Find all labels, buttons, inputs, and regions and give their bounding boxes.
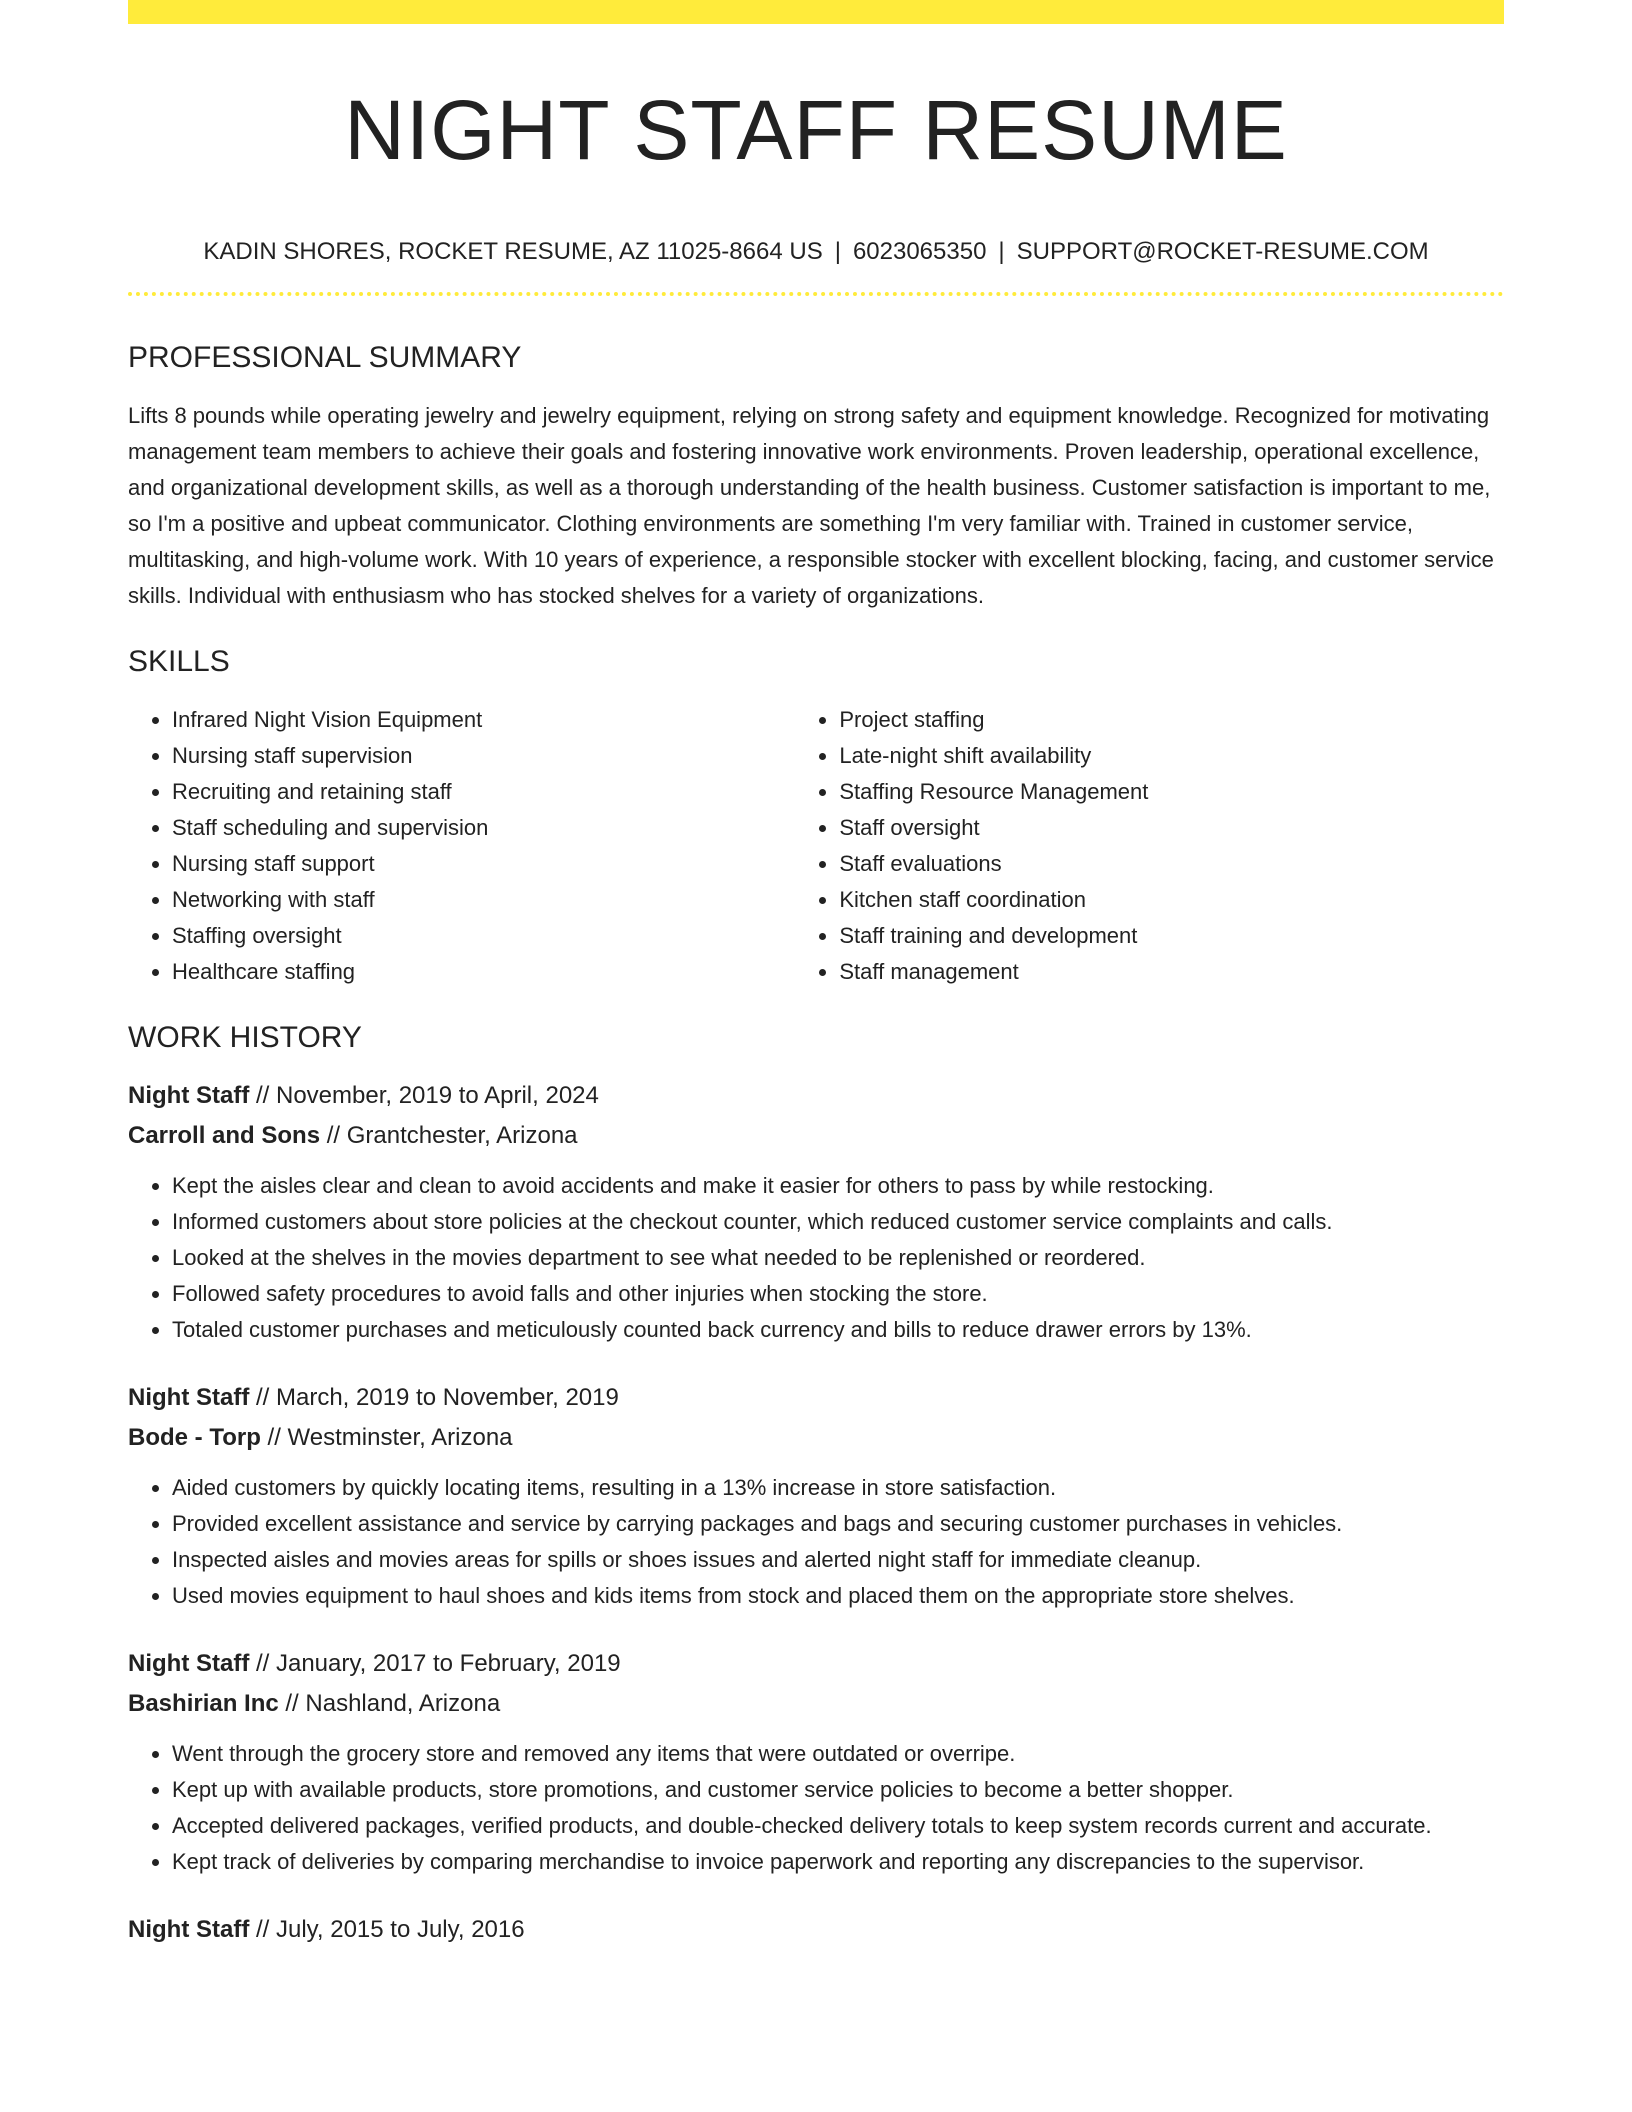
job-title: Night Staff [128, 1082, 250, 1109]
resume-title: NIGHT STAFF RESUME [344, 83, 1288, 177]
job-entry [128, 1378, 1504, 1614]
skill-item: • Staff evaluations [839, 846, 1504, 882]
job-title: Night Staff [128, 1384, 250, 1411]
dotted-divider [128, 292, 1504, 296]
job-title: Night Staff [128, 1916, 250, 1943]
job-title-line [128, 1644, 1504, 1684]
skills-columns [128, 702, 1504, 990]
skill-item: • Staff management [839, 954, 1504, 990]
skill-item: • Nursing staff support [172, 846, 795, 882]
skill-item: • Infrared Night Vision Equipment [172, 702, 795, 738]
job-bullet: • Kept the aisles clear and clean to avoid accidents and make it easier for others to pass by while restocking. [172, 1168, 1504, 1204]
job-title-line [128, 1378, 1504, 1418]
job-company: Bashirian Inc [128, 1690, 279, 1717]
job-bullet: • Kept track of deliveries by comparing merchandise to invoice paperwork and reporting any discrepancies to the supervisor. [172, 1844, 1504, 1880]
job-company: Bode - Torp [128, 1424, 261, 1451]
job-bullet: • Went through the grocery store and removed any items that were outdated or overripe. [172, 1736, 1504, 1772]
job-company-line [128, 1418, 1504, 1458]
job-entry [128, 1644, 1504, 1880]
skill-item: • Healthcare staffing [172, 954, 795, 990]
skills-heading: SKILLS [128, 645, 230, 678]
contact-address: KADIN SHORES, ROCKET RESUME, AZ 11025-8664 US [203, 238, 823, 265]
job-entry [128, 1076, 1504, 1348]
job-entry [128, 1910, 1504, 1950]
skill-item: • Staff training and development [839, 918, 1504, 954]
job-title-line [128, 1076, 1504, 1116]
job-bullet: • Aided customers by quickly locating items, resulting in a 13% increase in store satisfaction. [172, 1470, 1504, 1506]
job-location: // Westminster, Arizona [260, 1424, 513, 1451]
skill-item: • Staffing Resource Management [839, 774, 1504, 810]
job-company-line [128, 1684, 1504, 1724]
job-bullet: • Provided excellent assistance and service by carrying packages and bags and securing customer purchases in vehicles. [172, 1506, 1504, 1542]
skill-item: • Staffing oversight [172, 918, 795, 954]
contact-separator: | [834, 238, 841, 265]
resume-content [128, 0, 1504, 1950]
skills-list-left [128, 702, 795, 990]
contact-phone: 6023065350 [852, 238, 987, 265]
skill-item: • Late-night shift availability [839, 738, 1504, 774]
skills-list-right [795, 702, 1504, 990]
work-history-heading: WORK HISTORY [128, 1021, 362, 1054]
skill-item: • Networking with staff [172, 882, 795, 918]
job-title: Night Staff [128, 1650, 250, 1677]
job-dates: // July, 2015 to July, 2016 [249, 1916, 525, 1943]
contact-line [128, 236, 1504, 268]
job-bullet: • Used movies equipment to haul shoes and kids items from stock and placed them on the appropriate store shelves. [172, 1578, 1504, 1614]
job-bullet: • Informed customers about store policies at the checkout counter, which reduced customer service complaints and calls. [172, 1204, 1504, 1240]
job-bullet: • Kept up with available products, store promotions, and customer service policies to become a better shopper. [172, 1772, 1504, 1808]
skill-item: • Kitchen staff coordination [839, 882, 1504, 918]
job-bullets [128, 1736, 1504, 1880]
job-dates: // November, 2019 to April, 2024 [249, 1082, 599, 1109]
skill-item: • Staff scheduling and supervision [172, 810, 795, 846]
job-bullets [128, 1168, 1504, 1348]
contact-email: SUPPORT@ROCKET-RESUME.COM [1016, 238, 1429, 265]
job-company-line [128, 1116, 1504, 1156]
job-bullet: • Followed safety procedures to avoid falls and other injuries when stocking the store. [172, 1276, 1504, 1312]
skill-item: • Project staffing [839, 702, 1504, 738]
job-location: // Grantchester, Arizona [320, 1122, 578, 1149]
job-title-line [128, 1910, 1504, 1950]
summary-text: Lifts 8 pounds while operating jewelry and jewelry equipment, relying on strong safety and equipment knowledge. Recognized for motivating management team members to achieve their goals and fostering innovative work environments. Proven leadership, operational excellence, and organizational development skills, as well as a thorough understanding of the health business. Customer satisfaction is important to me, so I'm a positive and upbeat communicator. Clothing environments are something I'm very familiar with. Trained in customer service, multitasking, and high-volume work. With 10 years of experience, a responsible stocker with excellent blocking, facing, and customer service skills. Individual with enthusiasm who has stocked shelves for a variety of organizations. [128, 403, 1494, 608]
job-bullet: • Looked at the shelves in the movies department to see what needed to be replenished or reordered. [172, 1240, 1504, 1276]
job-location: // Nashland, Arizona [278, 1690, 501, 1717]
job-dates: // January, 2017 to February, 2019 [249, 1650, 621, 1677]
skill-item: • Recruiting and retaining staff [172, 774, 795, 810]
summary-heading: PROFESSIONAL SUMMARY [128, 341, 522, 374]
job-bullet: • Inspected aisles and movies areas for spills or shoes issues and alerted night staff for immediate cleanup. [172, 1542, 1504, 1578]
job-bullet: • Totaled customer purchases and meticulously counted back currency and bills to reduce drawer errors by 13%. [172, 1312, 1504, 1348]
job-bullet: • Accepted delivered packages, verified products, and double-checked delivery totals to keep system records current and accurate. [172, 1808, 1504, 1844]
skill-item: • Nursing staff supervision [172, 738, 795, 774]
contact-separator: | [998, 238, 1005, 265]
skill-item: • Staff oversight [839, 810, 1504, 846]
job-bullets [128, 1470, 1504, 1614]
job-dates: // March, 2019 to November, 2019 [249, 1384, 619, 1411]
job-company: Carroll and Sons [128, 1122, 321, 1149]
